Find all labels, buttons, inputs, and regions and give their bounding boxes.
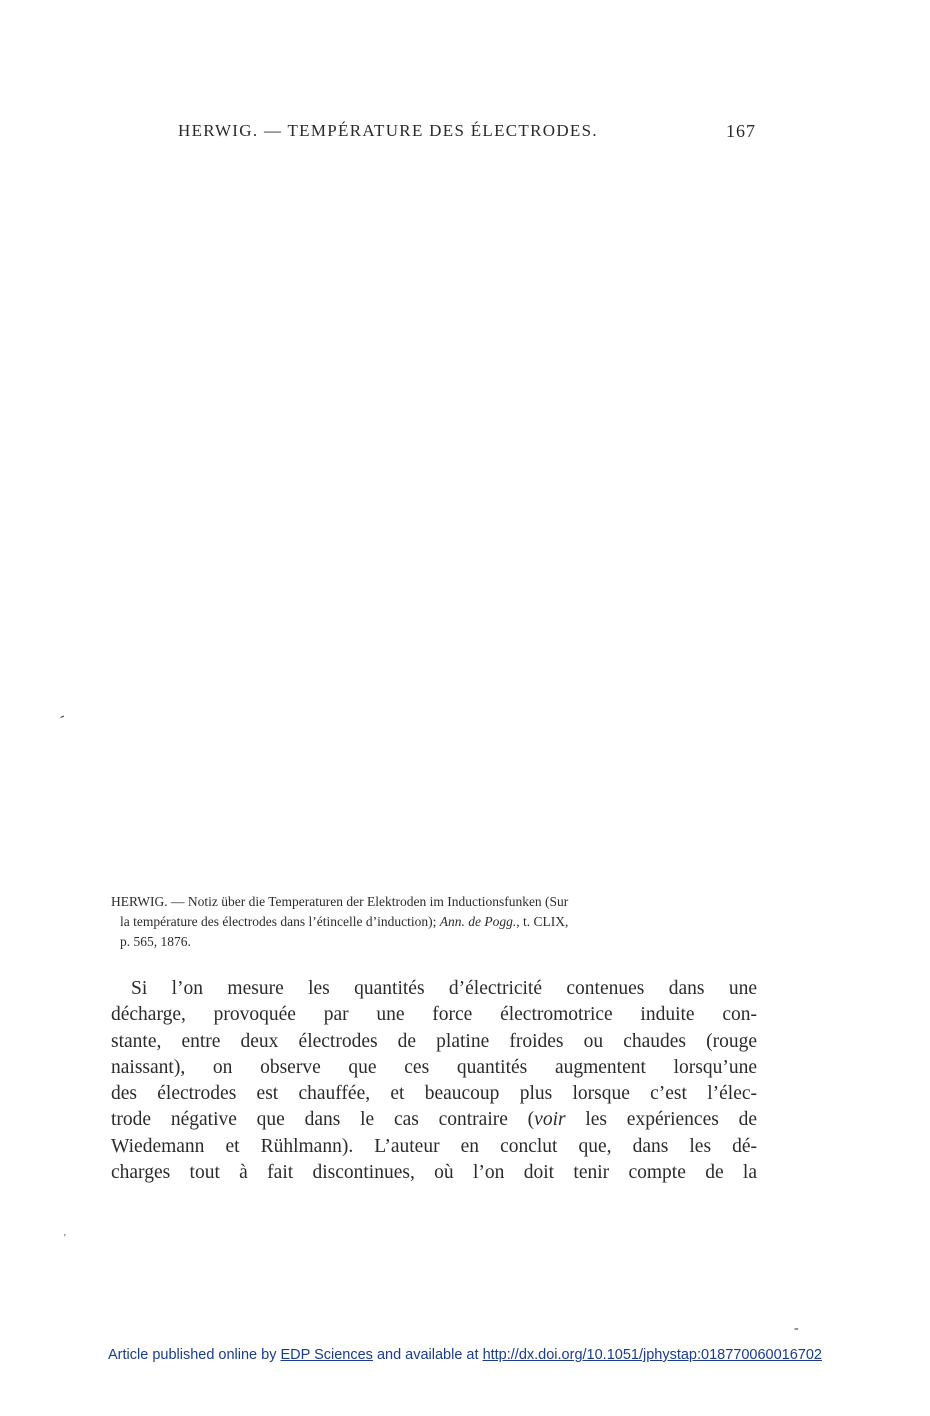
reference-line-2-suffix: , t. CLIX,	[516, 914, 569, 929]
body-line-6-rest: les expériences de	[565, 1109, 757, 1131]
page-number: 167	[726, 121, 756, 141]
reference-line-2	[111, 912, 757, 932]
running-head	[178, 121, 756, 147]
body-line-5: des électrodes est chauffée, et beaucoup plus lorsque c’est l’élec-	[111, 1083, 757, 1105]
body-line-3: stante, entre deux électrodes de platine froides ou chaudes (rouge	[111, 1030, 757, 1052]
running-title: HERWIG. — TEMPÉRATURE DES ÉLECTRODES.	[178, 121, 598, 140]
stray-mark: -	[794, 1321, 799, 1336]
reference-line-3: p. 565, 1876.	[120, 934, 191, 949]
body-line-4: naissant), on observe que ces quantités augmentent lorsqu’une	[111, 1056, 757, 1078]
stray-mark: -	[56, 708, 68, 725]
reference-journal: Ann. de Pogg.	[439, 914, 517, 929]
publication-footer	[0, 1347, 930, 1363]
body-line-1: Si l’on mesure les quantités d’électricité contenues dans une	[131, 978, 757, 999]
reference-line-2-prefix: la température des électrodes dans l’étincelle d’induction);	[120, 914, 437, 929]
body-line-8: charges tout à fait discontinues, où l’on doit tenir compte de la	[111, 1162, 757, 1184]
body-line-6-start: trode négative que dans le cas contraire	[111, 1109, 508, 1131]
reference-line-1: HERWIG. — Notiz über die Temperaturen der Elektroden im Inductionsfunken (Sur	[111, 894, 569, 909]
body-paragraph	[111, 976, 757, 1186]
body-line-6-italic: voir	[534, 1109, 566, 1131]
footer-prefix: Article published online by	[108, 1347, 281, 1363]
bibliographic-reference	[111, 892, 757, 952]
footer-middle: and available at	[372, 1347, 483, 1363]
body-line-2: décharge, provoquée par une force électromotrice induite con-	[111, 1004, 757, 1026]
body-line-6-open: (	[507, 1109, 535, 1131]
stray-mark: '	[64, 1233, 66, 1244]
doi-link[interactable]: http://dx.doi.org/10.1051/jphystap:018770060016702	[482, 1347, 822, 1363]
body-line-6	[111, 1107, 757, 1133]
publisher-link[interactable]: EDP Sciences	[280, 1347, 373, 1363]
body-line-7: Wiedemann et Rühlmann). L’auteur en conclut que, dans les dé-	[111, 1135, 757, 1157]
